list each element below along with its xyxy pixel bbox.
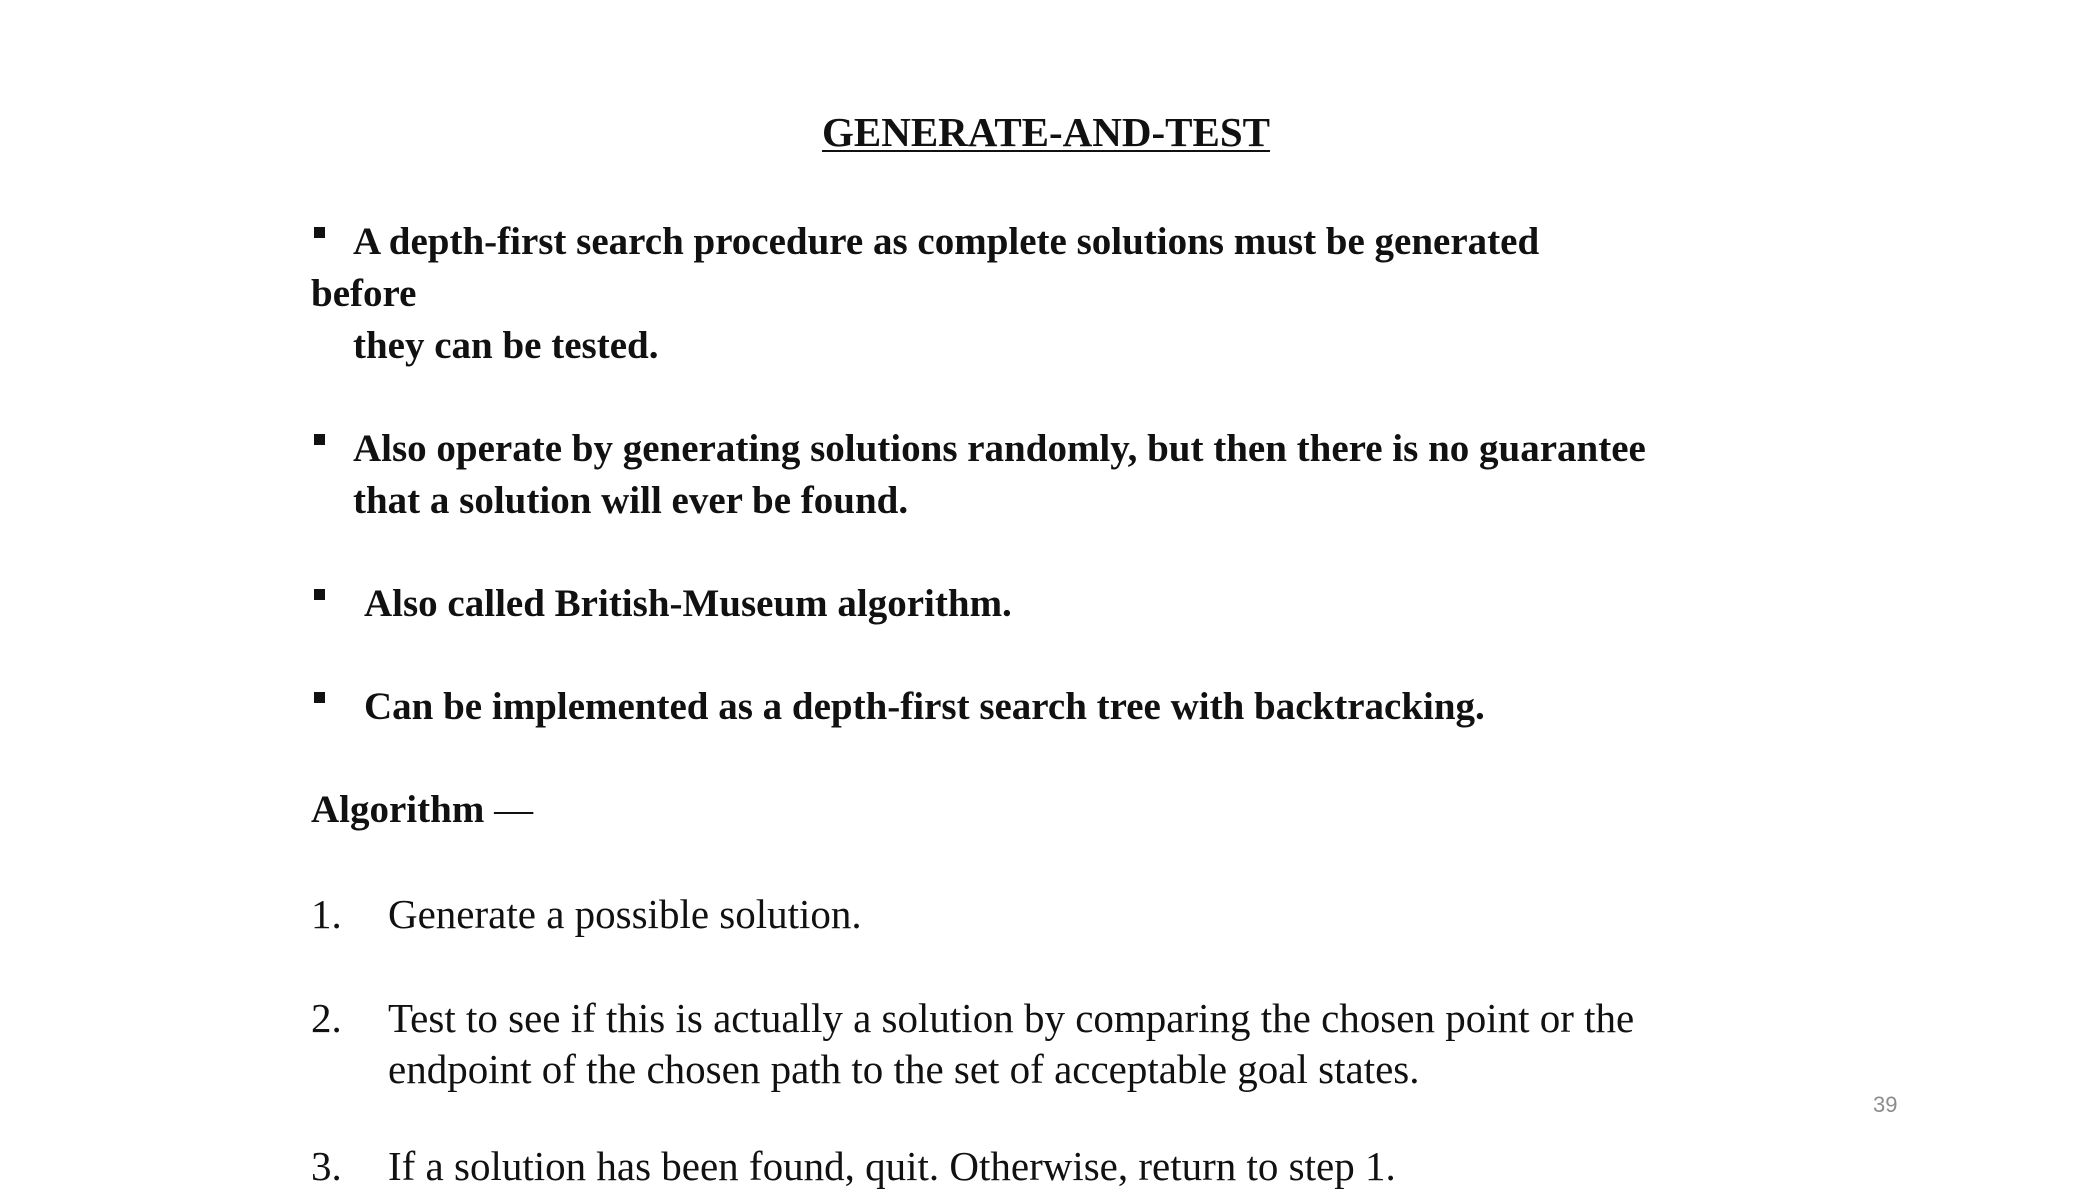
bullet-1-line-1: A depth-first search procedure as complete solutions must be generated [353,220,1540,263]
bullet-3-line-1: Also called British-Museum algorithm. [364,582,1012,625]
step-2-number: 2. [311,995,342,1041]
bullet-1-line-3: they can be tested. [353,324,659,367]
step-3-line-1: If a solution has been found, quit. Otherwise, return to step 1. [388,1143,1396,1189]
step-2-line-2: endpoint of the chosen path to the set of acceptable goal states. [388,1046,1420,1092]
bullet-marker-icon [314,227,325,238]
bullet-1-line-2: before [311,272,417,315]
page-number: 39 [1873,1092,1898,1117]
bullet-marker-icon [314,692,325,703]
bullet-marker-icon [314,434,325,445]
step-1-line-1: Generate a possible solution. [388,891,862,937]
step-3-number: 3. [311,1143,342,1189]
bullet-2-line-2: that a solution will ever be found. [353,479,909,522]
step-1-number: 1. [311,891,342,937]
bullet-marker-icon [314,589,325,600]
algorithm-label: Algorithm [311,788,485,831]
step-2-line-1: Test to see if this is actually a solution by comparing the chosen point or the [388,995,1635,1041]
bullet-4-line-1: Can be implemented as a depth-first search tree with backtracking. [364,685,1485,728]
algorithm-heading [311,784,533,836]
slide-title: GENERATE-AND-TEST [821,109,1271,155]
algorithm-dash: — [494,788,534,831]
bullet-2-line-1: Also operate by generating solutions randomly, but then there is no guarantee [353,427,1646,470]
